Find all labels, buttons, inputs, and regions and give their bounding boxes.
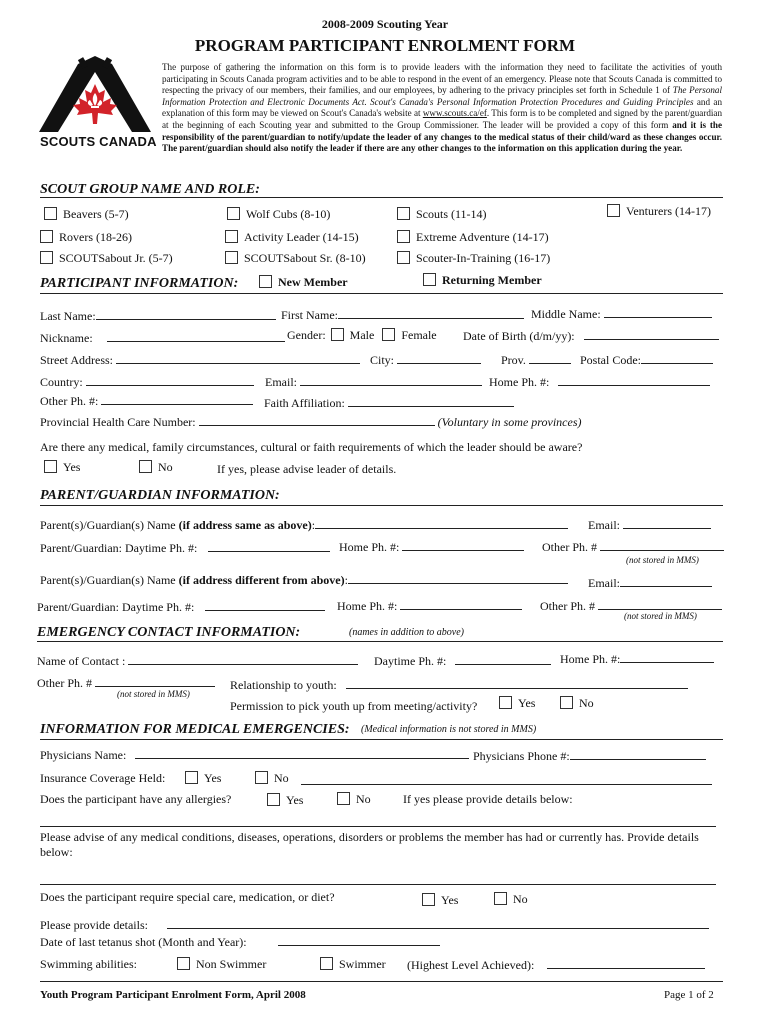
role-rovers[interactable]: Rovers (18-26) [40,230,132,245]
special-care-yes[interactable]: Yes [422,893,458,908]
not-stored-note-2: (not stored in MMS) [624,611,697,621]
names-in-addition-note: (names in addition to above) [349,627,464,638]
role-extreme-adventure[interactable]: Extreme Adventure (14-17) [397,230,549,245]
gender-male[interactable]: Male [331,328,375,342]
city-field[interactable]: City: [370,352,481,368]
website-link[interactable]: www.scouts.ca/ef [422,108,487,119]
prov-field[interactable]: Prov. [501,352,571,368]
physician-name-field[interactable]: Physicians Name: [40,747,469,763]
new-member-option[interactable]: New Member [259,275,348,290]
role-scouter-in-training[interactable]: Scouter-In-Training (16-17) [397,251,550,266]
role-activity-leader[interactable]: Activity Leader (14-15) [225,230,359,245]
parent-name-diff-field[interactable]: Parent(s)/Guardian(s) Name (if address different from above): [40,572,568,588]
parent-heading: PARENT/GUARDIAN INFORMATION: [40,488,280,503]
last-name-field[interactable]: Last Name: [40,308,276,324]
home-phone-field[interactable]: Home Ph. #: [489,374,710,390]
returning-member-option[interactable]: Returning Member [423,273,542,288]
middle-name-field[interactable]: Middle Name: [531,306,712,322]
allergies-yes[interactable]: Yes [267,793,303,808]
form-title: PROGRAM PARTICIPANT ENROLMENT FORM [194,36,576,55]
parent-home-phone-1[interactable]: Home Ph. #: [339,539,524,555]
special-care-no[interactable]: No [494,892,528,907]
role-venturers[interactable]: Venturers (14-17) [607,204,711,219]
requirements-no[interactable]: No [139,460,173,475]
relationship-field[interactable]: Relationship to youth: [230,677,688,693]
gender-female[interactable]: Female [382,328,436,342]
parent-daytime-phone-1[interactable]: Parent/Guardian: Daytime Ph. #: [40,540,330,556]
email-field[interactable]: Email: [265,374,482,390]
parent-name-same-field[interactable]: Parent(s)/Guardian(s) Name (if address same as above): [40,517,568,533]
allergies-no[interactable]: No [337,792,371,807]
special-requirements-question: Are there any medical, family circumstances, cultural or faith requirements of which the leader should be aware? [40,440,583,454]
parent-home-phone-2[interactable]: Home Ph. #: [337,598,522,614]
swimmer-option[interactable]: Swimmer [320,957,386,972]
other-phone-field[interactable]: Other Ph. #: [40,393,253,409]
role-scoutsabout-sr[interactable]: SCOUTSabout Sr. (8-10) [225,251,366,266]
gender-field: Gender: Male Female [287,328,437,342]
requirements-yes[interactable]: Yes [44,460,80,475]
allergy-details-line[interactable] [40,826,716,827]
not-stored-note-3: (not stored in MMS) [117,689,190,699]
emergency-contact-name[interactable]: Name of Contact : [37,653,358,669]
role-beavers[interactable]: Beavers (5-7) [44,207,129,222]
pickup-no[interactable]: No [560,696,594,711]
nickname-field[interactable]: Nickname: [40,330,285,346]
allergies-question: Does the participant have any allergies? [40,792,232,806]
street-address-field[interactable]: Street Address: [40,352,360,368]
footer-form-name: Youth Program Participant Enrolment Form, April 2008 [40,989,306,1001]
tetanus-field[interactable]: Date of last tetanus shot (Month and Year): [40,934,440,950]
country-field[interactable]: Country: [40,374,254,390]
non-swimmer-option[interactable]: Non Swimmer [177,957,266,972]
emergency-daytime-phone[interactable]: Daytime Ph. #: [374,653,551,669]
emergency-heading: EMERGENCY CONTACT INFORMATION: [37,625,301,640]
medical-conditions-line[interactable] [40,884,716,885]
advise-leader-note: If yes, please advise leader of details. [217,462,397,476]
highest-level-field[interactable]: (Highest Level Achieved): [407,957,705,973]
logo-wordmark: SCOUTS CANADA [40,134,157,149]
dob-field[interactable]: Date of Birth (d/m/yy): [463,328,719,344]
intro-paragraph: The purpose of gathering the information on this form is to provide leaders with the information they need to facilitate the activities of youth participating in Scouts Canada program activities and to be able to respond in the event of an emergency. Please note that Scouts Canada is committed to respecting the privacy of our members, their families, and our employees, by adhering to the privacy principles set forth in Schedule 1 of The Personal Information Protection and Electronic Documents Act. Scout's Canada's Personal Information Protection Procedures and Guiding Principles and an explanation of this form may be viewed on Scout's Canada's website at www.scouts.ca/ef. This form is to be completed and signed by the parent/guardian at the beginning of each Scouting year and submitted to the Group Commissioner. The leader will be provided a copy of this form and it is the responsibility of the parent/guardian to notify/update the leader of any changes to the medical status of their child/ward as these changes occur. The parent/guardian should also notify the leader if there are any other changes to the information on this application during the year. [162,62,722,154]
parent-email-field-1[interactable]: Email: [588,517,711,533]
physician-phone-field[interactable]: Physicians Phone #: [473,748,706,764]
scouting-year: 2008-2009 Scouting Year [321,17,449,31]
footer-page-number: Page 1 of 2 [664,989,714,1001]
medical-not-stored-note: (Medical information is not stored in MMS) [361,724,537,735]
pickup-permission: Permission to pick youth up from meeting/activity? [230,699,478,713]
special-care-question: Does the participant require special care, medication, or diet? [40,890,335,904]
not-stored-note-1: (not stored in MMS) [626,555,699,565]
checkbox[interactable] [44,207,57,220]
insurance-yes[interactable]: Yes [185,771,221,786]
role-wolf-cubs[interactable]: Wolf Cubs (8-10) [227,207,330,222]
insurance-no[interactable]: No [255,771,289,786]
emergency-other-phone[interactable]: Other Ph. # [37,675,215,691]
pickup-yes[interactable]: Yes [499,696,535,711]
insurance-details-line[interactable] [301,784,712,785]
insurance-field: Insurance Coverage Held: [40,771,166,785]
medical-conditions-question: Please advise of any medical conditions, diseases, operations, disorders or problems the member has had or currently has. Provide details below: [40,830,699,859]
swimming-label: Swimming abilities: [40,957,138,971]
health-card-field[interactable]: Provincial Health Care Number: (Voluntary in some provinces) [40,415,582,429]
medical-heading: INFORMATION FOR MEDICAL EMERGENCIES: [40,722,350,737]
allergy-details-note: If yes please provide details below: [403,792,573,806]
provide-details-field[interactable]: Please provide details: [40,917,709,933]
faith-affiliation-field[interactable]: Faith Affiliation: [264,395,514,411]
role-scoutsabout-jr[interactable]: SCOUTSabout Jr. (5-7) [40,251,173,266]
group-heading: SCOUT GROUP NAME AND ROLE: [40,182,260,197]
role-scouts[interactable]: Scouts (11-14) [397,207,487,222]
parent-other-phone-1[interactable]: Other Ph. # [542,539,724,555]
postal-code-field[interactable]: Postal Code: [580,352,713,368]
parent-other-phone-2[interactable]: Other Ph. # [540,598,722,614]
emergency-home-phone[interactable]: Home Ph. #: [560,651,714,667]
parent-daytime-phone-2[interactable]: Parent/Guardian: Daytime Ph. #: [37,599,325,615]
participant-heading: PARTICIPANT INFORMATION: [40,276,239,291]
parent-email-field-2[interactable]: Email: [588,575,712,591]
first-name-field[interactable]: First Name: [281,307,524,323]
